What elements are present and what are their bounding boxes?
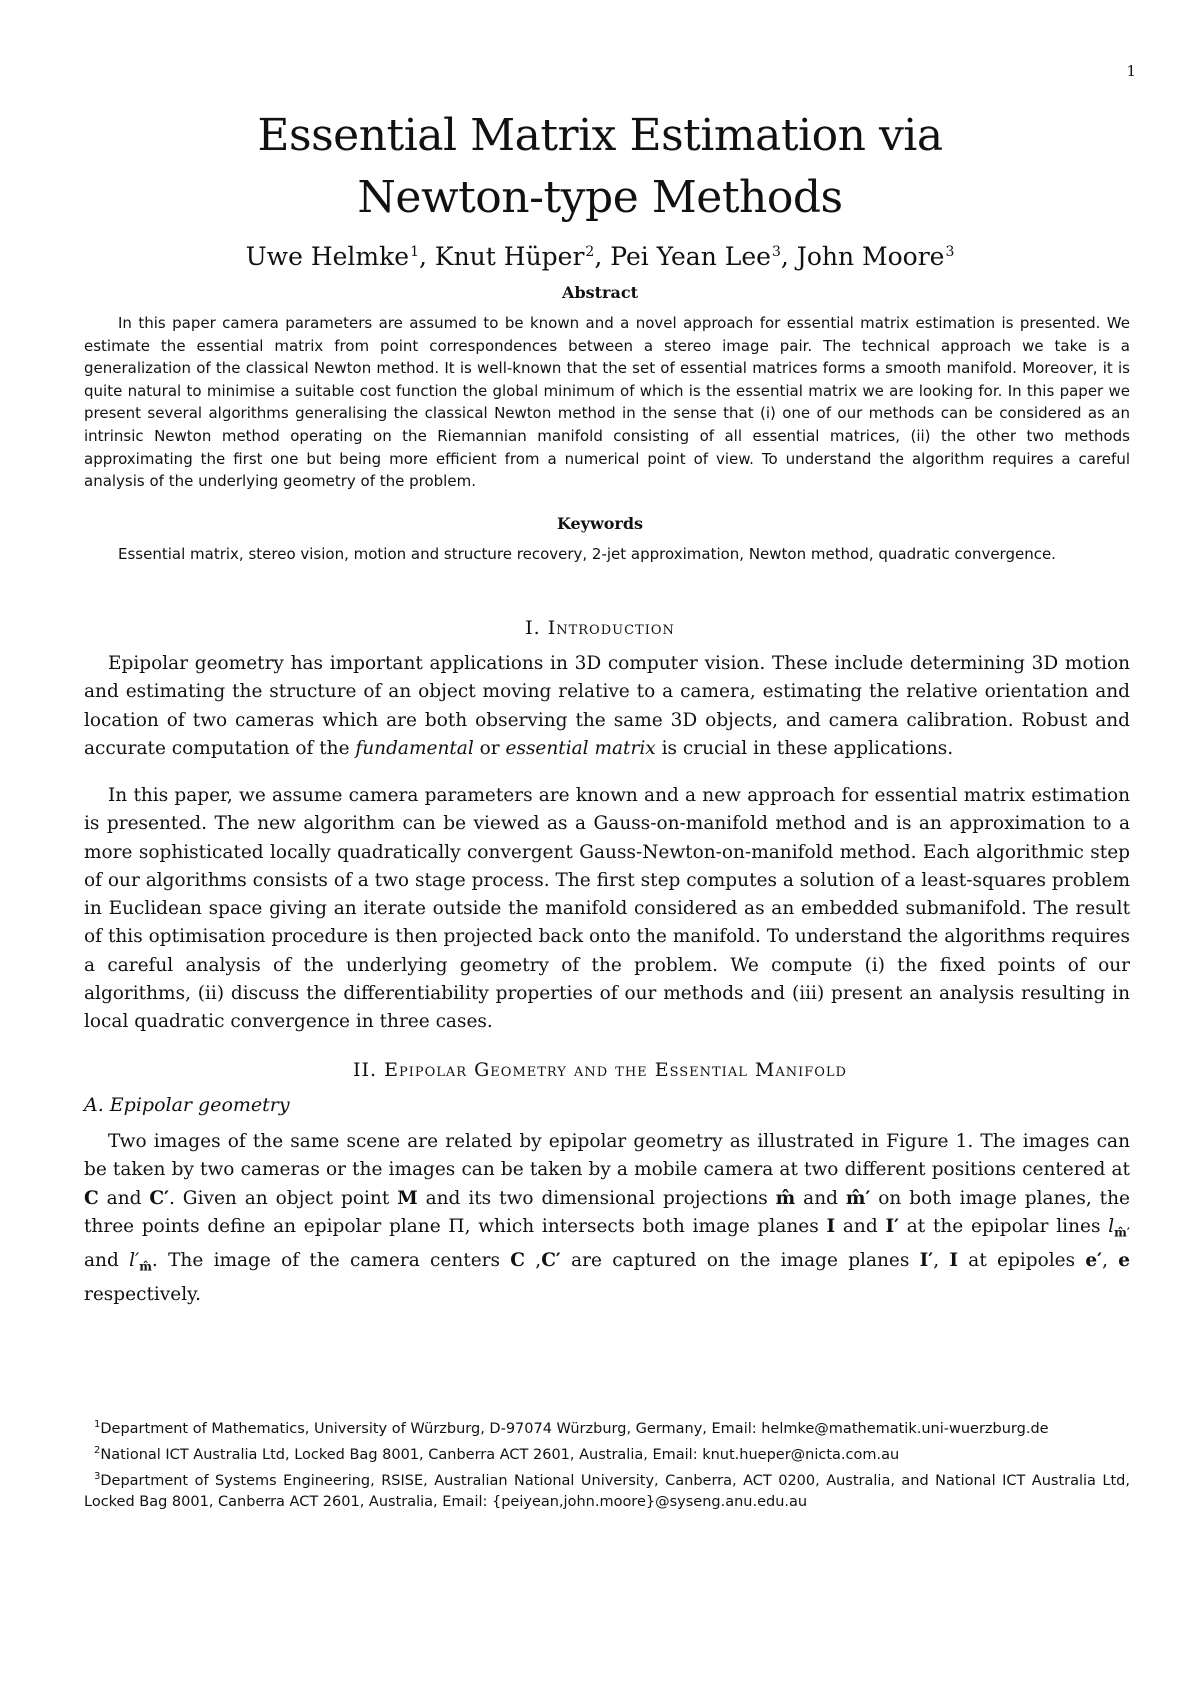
math-symbol: I bbox=[826, 1215, 836, 1237]
math-symbol: M bbox=[397, 1187, 418, 1209]
text-run: are captured on the image planes bbox=[560, 1249, 920, 1271]
paper-title bbox=[0, 105, 1200, 229]
text-run: Two images of the same scene are related by epipolar geometry as illustrated in Figure 1. The images can be taken by two cameras or the images can be taken by a mobile camera at two different positions centered at bbox=[84, 1131, 1130, 1181]
math-symbol: l′ bbox=[129, 1249, 140, 1271]
author-list bbox=[0, 242, 1200, 271]
text-run: and bbox=[98, 1187, 150, 1209]
footnotes bbox=[84, 1414, 1130, 1513]
math-symbol: C bbox=[510, 1249, 526, 1271]
author-name: John Moore bbox=[796, 242, 945, 271]
abstract-text: In this paper camera parameters are assumed to be known and a novel approach for essential matrix estimation is presented. We estimate the essential matrix from point correspondences between a stereo image pair. The technical approach we take is a generalization of the classical Newton method. It is well-known that the set of essential matrices forms a smooth manifold. Moreover, it is quite natural to minimise a suitable cost function the global minimum of which is the essential matrix we are looking for. In this paper we present several algorithms generalising the classical Newton method in the sense that (i) one of our methods can be considered as an intrinsic Newton method operating on the Riemannian manifold consisting of all essential matrices, (ii) the other two methods approximating the first one but being more efficient from a numerical point of view. To understand the algorithm requires a careful analysis of the underlying geometry of the problem. bbox=[84, 314, 1130, 491]
affiliation-mark: 3 bbox=[771, 243, 781, 260]
author-name: Pei Yean Lee bbox=[610, 242, 771, 271]
keywords-heading: Keywords bbox=[556, 514, 644, 533]
text-run: on both image planes, the three points define an epipolar plane Π, which intersects both image planes bbox=[84, 1187, 1130, 1237]
math-symbol: C′ bbox=[149, 1187, 169, 1209]
section-heading-introduction: I. Introduction bbox=[525, 617, 675, 639]
math-symbol: C′ bbox=[541, 1249, 561, 1271]
text-run: at the epipolar lines bbox=[898, 1215, 1109, 1237]
footnote-1 bbox=[84, 1414, 1130, 1440]
emphasis-text: fundamental bbox=[355, 737, 474, 759]
intro-paragraph-2: In this paper, we assume camera parameters are known and a new approach for essential matrix estimation is presented. The new algorithm can be viewed as a Gauss-on-manifold method and is an approximation to a more sophisticated locally quadratically convergent Gauss-Newton-on-manifold method. Each algorithmic step of our algorithms consists of a two stage process. The first step computes a solution of a least-squares problem in Euclidean space giving an iterate outside the manifold considered as an embedded submanifold. The result of this optimisation procedure is then projected back onto the manifold. To understand the algorithms requires a careful analysis of the underlying geometry of the problem. We compute (i) the fixed points of our algorithms, (ii) discuss the differentiability properties of our methods and (iii) present an analysis resulting in local quadratic convergence in three cases. bbox=[84, 785, 1130, 1033]
text-run: or bbox=[473, 737, 506, 759]
math-symbol: I′ bbox=[885, 1215, 899, 1237]
epipolar-paragraph-1 bbox=[84, 1128, 1130, 1309]
text-run: and its two dimensional projections bbox=[417, 1187, 776, 1209]
footnote-text: Department of Systems Engineering, RSISE, Australian National University, Canberra, ACT 0200, Australia, and National ICT Australia Ltd, Locked Bag 8001, Canberra ACT 2601, Australia, Email: {peiyean,john.moore}@syseng.anu.edu.au bbox=[84, 1472, 1130, 1511]
math-symbol: e′ bbox=[1085, 1249, 1103, 1271]
math-subscript: m̂′ bbox=[1114, 1225, 1130, 1240]
intro-paragraph-1 bbox=[84, 650, 1130, 763]
page-number: 1 bbox=[1126, 62, 1136, 80]
author-separator: , bbox=[418, 242, 435, 271]
text-run: , bbox=[1102, 1249, 1119, 1271]
text-run: and bbox=[835, 1215, 886, 1237]
math-symbol: I′ bbox=[919, 1249, 934, 1271]
affiliation-mark: 2 bbox=[585, 243, 595, 260]
text-run: and bbox=[795, 1187, 846, 1209]
text-run: and bbox=[84, 1249, 130, 1271]
keywords-text: Essential matrix, stereo vision, motion and structure recovery, 2-jet approximation, Newton method, quadratic convergence. bbox=[118, 545, 1056, 563]
text-run: , bbox=[525, 1249, 542, 1271]
text-run: , bbox=[933, 1249, 950, 1271]
footnote-2 bbox=[84, 1440, 1130, 1466]
text-run: Epipolar geometry has important applications in 3D computer vision. These include determining 3D motion and estimating the structure of an object moving relative to a camera, estimating the relative orientation and location of two cameras which are both observing the same 3D objects, and camera calibration. Robust and accurate computation of the bbox=[84, 653, 1130, 759]
footnote-mark: 3 bbox=[94, 1470, 101, 1482]
math-symbol: I bbox=[949, 1249, 959, 1271]
math-symbol: C bbox=[84, 1187, 99, 1209]
math-symbol: m̂′ bbox=[845, 1187, 871, 1209]
title-line-2: Newton-type Methods bbox=[357, 172, 843, 223]
math-symbol: m̂ bbox=[775, 1187, 796, 1209]
text-run: is crucial in these applications. bbox=[655, 737, 954, 759]
author-separator: , bbox=[780, 242, 797, 271]
author-name: Uwe Helmke bbox=[245, 242, 410, 271]
footnote-3 bbox=[84, 1466, 1130, 1514]
text-run: . Given an object point bbox=[169, 1187, 398, 1209]
subsection-heading: A. Epipolar geometry bbox=[84, 1094, 290, 1116]
author-name: Knut Hüper bbox=[434, 242, 585, 271]
footnote-text: National ICT Australia Ltd, Locked Bag 8001, Canberra ACT 2601, Australia, Email: knut.hueper@nicta.com.au bbox=[100, 1446, 900, 1463]
math-subscript: m̂ bbox=[139, 1259, 152, 1274]
abstract-heading: Abstract bbox=[562, 283, 638, 302]
affiliation-mark: 1 bbox=[410, 243, 419, 260]
author-separator: , bbox=[594, 242, 611, 271]
emphasis-text: essential matrix bbox=[505, 737, 656, 759]
math-symbol: l bbox=[1108, 1215, 1115, 1237]
footnote-text: Department of Mathematics, University of Würzburg, D-97074 Würzburg, Germany, Email: helmke@mathematik.uni-wuerzburg.de bbox=[100, 1420, 1049, 1437]
footnote-mark: 1 bbox=[94, 1419, 101, 1430]
text-run: at epipoles bbox=[958, 1249, 1086, 1271]
affiliation-mark: 3 bbox=[945, 243, 955, 260]
footnote-mark: 2 bbox=[94, 1444, 101, 1456]
text-run: . The image of the camera centers bbox=[151, 1249, 511, 1271]
title-line-1: Essential Matrix Estimation via bbox=[257, 110, 943, 161]
math-symbol: e bbox=[1118, 1249, 1131, 1271]
text-run: respectively. bbox=[84, 1283, 201, 1305]
section-heading-epipolar: II. Epipolar Geometry and the Essential Manifold bbox=[353, 1059, 847, 1081]
